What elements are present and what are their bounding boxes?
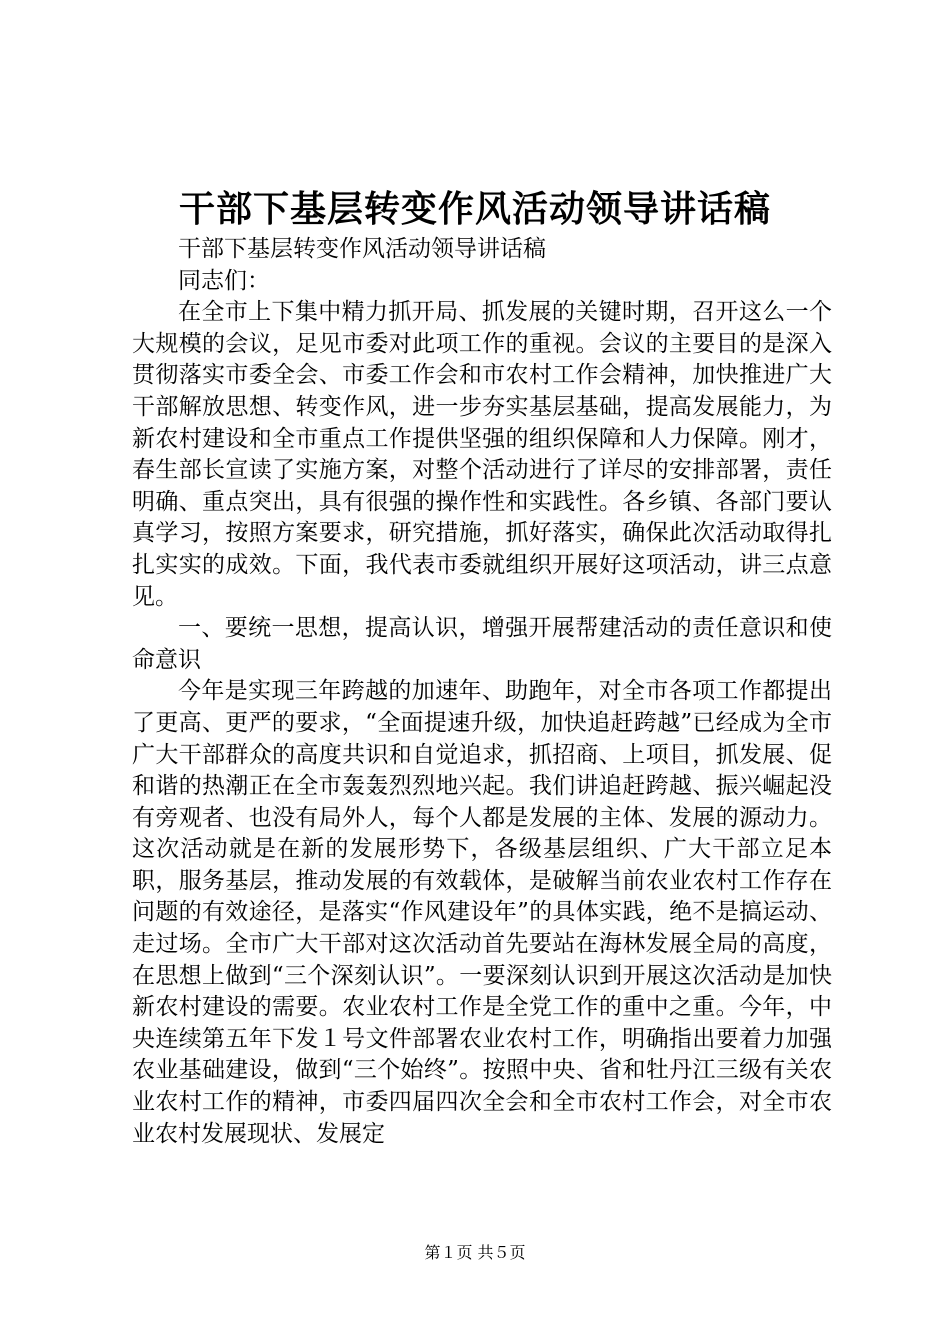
- paragraph-section-heading: 一、要统一思想，提高认识，增强开展帮建活动的责任意识和使命意识: [132, 615, 832, 673]
- paragraph-salutation: 同志们：: [178, 267, 270, 294]
- paragraph-subtitle: 干部下基层转变作风活动领导讲话稿: [178, 236, 546, 262]
- page-number: 第１页 共５页: [424, 1243, 526, 1262]
- document-body: [132, 234, 832, 1150]
- paragraph-section-body: 今年是实现三年跨越的加速年、助跑年，对全市各项工作都提出了更高、更严的要求，“全面提速升级，加快追赶跨越”已经成为全市广大干部群众的高度共识和自觉追求，抓招商、上项目，抓发展、促和谐的热潮正在全市轰轰烈烈地兴起。我们讲追赶跨越、振兴崛起没有旁观者、也没有局外人，每个人都是发展的主体、发展的源动力。这次活动就是在新的发展形势下，各级基层组织、广大干部立足本职，服务基层，推动发展的有效载体，是破解当前农业农村工作存在问题的有效途径，是落实“作风建设年”的具体实践，绝不是搞运动、走过场。全市广大干部对这次活动首先要站在海林发展全局的高度，在思想上做到“三个深刻认识”。一要深刻认识到开展这次活动是加快新农村建设的需要。农业农村工作是全党工作的重中之重。今年，中央连续第五年下发１号文件部署农业农村工作，明确指出要着力加强农业基础建设，做到“三个始终”。按照中央、省和牡丹江三级有关农业农村工作的精神，市委四届四次全会和全市农村工作会，对全市农业农村发展现状、发展定: [132, 678, 832, 1147]
- document-title: 干部下基层转变作风活动领导讲话稿: [178, 188, 771, 230]
- paragraph-intro: 在全市上下集中精力抓开局、抓发展的关键时期，召开这么一个大规模的会议，足见市委对此项工作的重视。会议的主要目的是深入贯彻落实市委全会、市委工作会和市农村工作会精神，加快推进广大干部解放思想、转变作风，进一步夯实基层基础，提高发展能力，为新农村建设和全市重点工作提供坚强的组织保障和人力保障。刚才，春生部长宣读了实施方案，对整个活动进行了详尽的安排部署，责任明确、重点突出，具有很强的操作性和实践性。各乡镇、各部门要认真学习，按照方案要求，研究措施，抓好落实，确保此次活动取得扎扎实实的成效。下面，我代表市委就组织开展好这项活动，讲三点意见。: [132, 299, 832, 610]
